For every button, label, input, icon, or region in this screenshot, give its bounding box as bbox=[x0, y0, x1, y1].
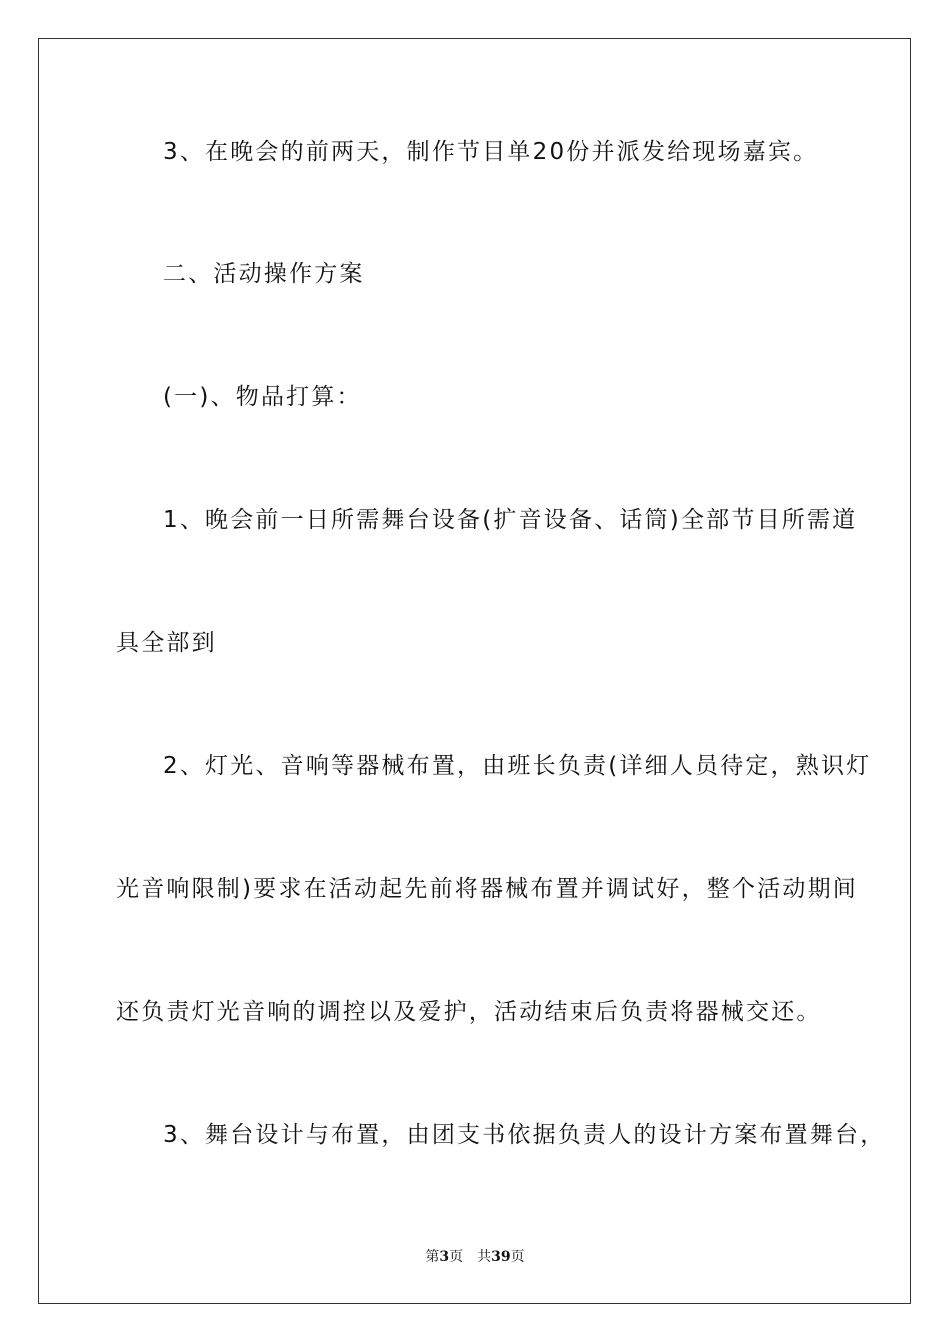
footer-total-suffix: 页 bbox=[510, 1249, 525, 1265]
paragraph-line-3: 具全部到 bbox=[116, 630, 217, 656]
paragraph-line-4: 2、灯光、音响等器械布置，由班长负责(详细人员待定，熟识灯 bbox=[163, 753, 872, 779]
section-heading: 二、活动操作方案 bbox=[163, 261, 365, 287]
paragraph-line-2: 1、晚会前一日所需舞台设备(扩音设备、话筒)全部节目所需道 bbox=[163, 507, 858, 533]
paragraph-line-5: 光音响限制)要求在活动起先前将器械布置并调试好，整个活动期间 bbox=[116, 876, 858, 902]
page-footer bbox=[0, 1248, 950, 1266]
footer-page-suffix: 页 bbox=[449, 1249, 464, 1265]
subsection-heading: (一)、物品打算： bbox=[163, 384, 362, 410]
page-border bbox=[38, 38, 911, 1304]
paragraph-line-1: 3、在晚会的前两天，制作节目单20份并派发给现场嘉宾。 bbox=[163, 139, 819, 165]
paragraph-line-7: 3、舞台设计与布置，由团支书依据负责人的设计方案布置舞台， bbox=[163, 1122, 886, 1148]
footer-page-number: 3 bbox=[439, 1249, 450, 1265]
footer-page-prefix: 第 bbox=[425, 1249, 440, 1265]
footer-total-pages: 39 bbox=[491, 1249, 511, 1265]
paragraph-line-6: 还负责灯光音响的调控以及爱护，活动结束后负责将器械交还。 bbox=[116, 999, 822, 1025]
footer-total-prefix: 共 bbox=[477, 1249, 492, 1265]
